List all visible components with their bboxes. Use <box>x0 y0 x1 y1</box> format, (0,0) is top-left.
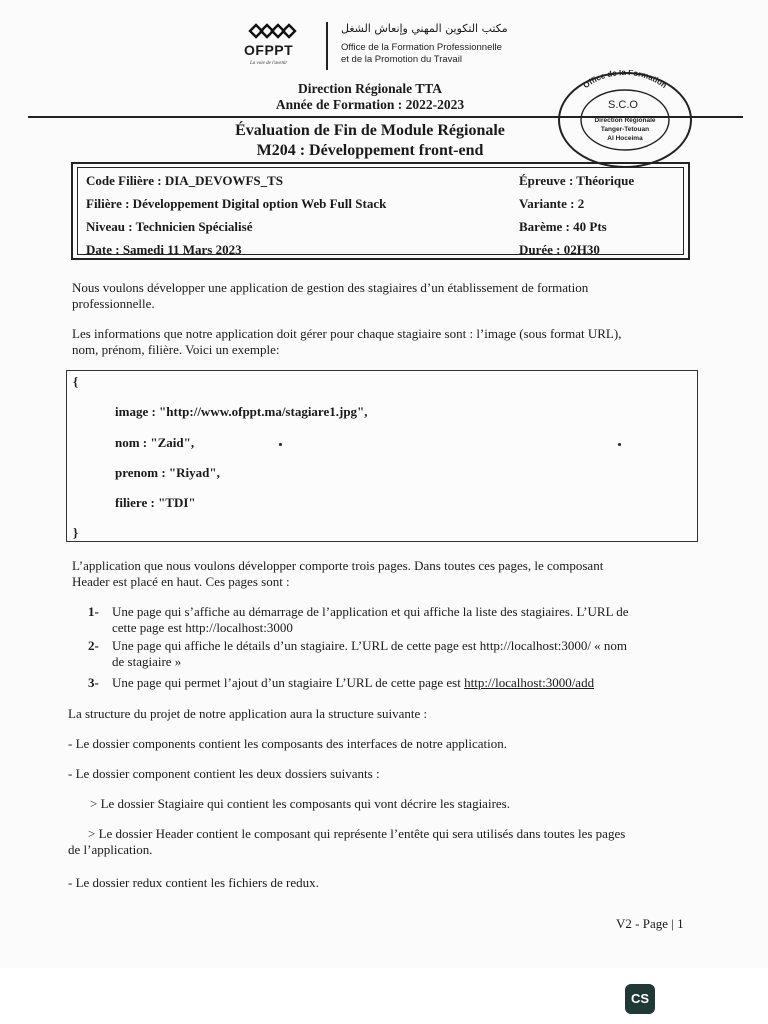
code-prenom-line: prenom : "Riyad", <box>115 465 220 480</box>
stamp-line-2: Tanger-Tetouan <box>600 126 650 133</box>
list-line-2: cette page est http://localhost:3000 <box>112 620 293 635</box>
logo-text: OFPPT <box>244 42 294 58</box>
close-brace: } <box>73 525 79 540</box>
pages-intro-line-2: Header est placé en haut. Ces pages sont : <box>72 574 290 589</box>
list-text <box>112 604 694 636</box>
stamp-top-text: Office de la Formation <box>581 70 669 91</box>
add-page-url-link[interactable]: http://localhost:3000/add <box>464 675 595 690</box>
exam-info-box <box>71 162 690 260</box>
intro-paragraph-1 <box>72 280 697 312</box>
list-number: 2- <box>88 638 99 653</box>
pages-intro-line-1: L’application que nous voulons développer comporte trois pages. Dans toutes ces pages, le composant <box>72 558 604 573</box>
scan-speck <box>618 443 621 446</box>
code-nom-line: nom : "Zaid", <box>115 435 195 450</box>
exam-title: Évaluation de Fin de Module Régionale <box>235 122 505 139</box>
intro-paragraph-2 <box>72 326 697 358</box>
components-folder-line: - Le dossier components contient les composants des interfaces de notre application. <box>68 736 507 751</box>
list-text <box>112 675 694 691</box>
open-brace: { <box>73 374 79 389</box>
scan-speck <box>279 443 282 446</box>
svg-text:Office de la Formation <box>581 70 668 90</box>
epreuve: Épreuve : Théorique <box>519 173 635 188</box>
org-name-french <box>341 42 502 66</box>
list-line-2: de stagiaire » <box>112 654 182 669</box>
code-example-box <box>66 370 698 542</box>
list-line-1: Une page qui s’affiche au démarrage de l’application et qui affiche la liste des stagiaires. L’URL de <box>112 604 629 619</box>
logo-tagline: La voie de l'avenir <box>250 61 288 66</box>
code-filiere: Code Filière : DIA_DEVOWFS_TS <box>86 173 284 188</box>
code-filiere-line: filiere : "TDI" <box>115 495 196 510</box>
list-number: 1- <box>88 604 99 619</box>
pages-intro <box>72 558 697 590</box>
duree: Durée : 02H30 <box>519 242 600 257</box>
code-image-line: image : "http://www.ofppt.ma/stagiare1.jpg", <box>115 404 368 419</box>
intro-p2-line-1: Les informations que notre application doit gérer pour chaque stagiaire sont : l’image (sous format URL), <box>72 326 622 341</box>
ofppt-logo-icon <box>246 20 302 42</box>
component-folder-line: - Le dossier component contient les deux dossiers suivants : <box>68 766 380 781</box>
stagiaire-folder-line: > Le dossier Stagiaire qui contient les composants qui vont décrire les stagiaires. <box>90 796 510 811</box>
intro-p2-line-2: nom, prénom, filière. Voici un exemple: <box>72 342 280 357</box>
header-folder-line <box>68 826 698 858</box>
list-item <box>88 604 698 636</box>
header-folder-line-1: > Le dossier Header contient le composant qui représente l’entête qui sera utilisés dans toutes les pages <box>88 826 626 841</box>
intro-p1-line-1: Nous voulons développer une application de gestion des stagiaires d’un établissement de formation <box>72 280 589 295</box>
stamp-center-text: S.C.O <box>608 99 638 111</box>
org-name-arabic: مكتب التكوين المهني وإنعاش الشغل <box>341 22 508 35</box>
variante: Variante : 2 <box>519 196 585 211</box>
stamp-line-3: Al Hoceima <box>607 135 643 142</box>
niveau: Niveau : Technicien Spécialisé <box>86 219 253 234</box>
org-name-line-1: Office de la Formation Professionnelle <box>341 42 502 53</box>
stamp-line-1: Direction Régionale <box>594 117 656 124</box>
list-item <box>88 675 698 691</box>
official-stamp <box>556 70 694 170</box>
list-text <box>112 638 694 670</box>
org-name-line-2: et de la Promotion du Travail <box>341 54 462 65</box>
list-item <box>88 638 698 670</box>
header-divider <box>326 22 328 70</box>
exam-info-inner <box>77 167 684 255</box>
filiere: Filière : Développement Digital option Web Full Stack <box>86 196 387 211</box>
intro-p1-line-2: professionnelle. <box>72 296 155 311</box>
direction-title: Direction Régionale TTA <box>298 81 442 96</box>
bareme: Barème : 40 Pts <box>519 219 607 234</box>
redux-folder-line: - Le dossier redux contient les fichiers de redux. <box>68 875 319 890</box>
exam-date: Date : Samedi 11 Mars 2023 <box>86 242 242 257</box>
camscanner-badge[interactable]: CS <box>625 984 655 1014</box>
structure-intro: La structure du projet de notre application aura la structure suivante : <box>68 706 428 721</box>
page-footer: V2 - Page | 1 <box>616 916 684 931</box>
module-title: M204 : Développement front-end <box>256 142 484 159</box>
header-folder-line-2: de l’application. <box>68 842 153 857</box>
training-year: Année de Formation : 2022-2023 <box>275 97 465 112</box>
list-number: 3- <box>88 675 99 690</box>
list-line-1: Une page qui permet l’ajout d’un stagiaire L’URL de cette page est <box>112 675 465 690</box>
list-line-1: Une page qui affiche le détails d’un stagiaire. L’URL de cette page est http://localhost:3000/ « nom <box>112 638 628 653</box>
